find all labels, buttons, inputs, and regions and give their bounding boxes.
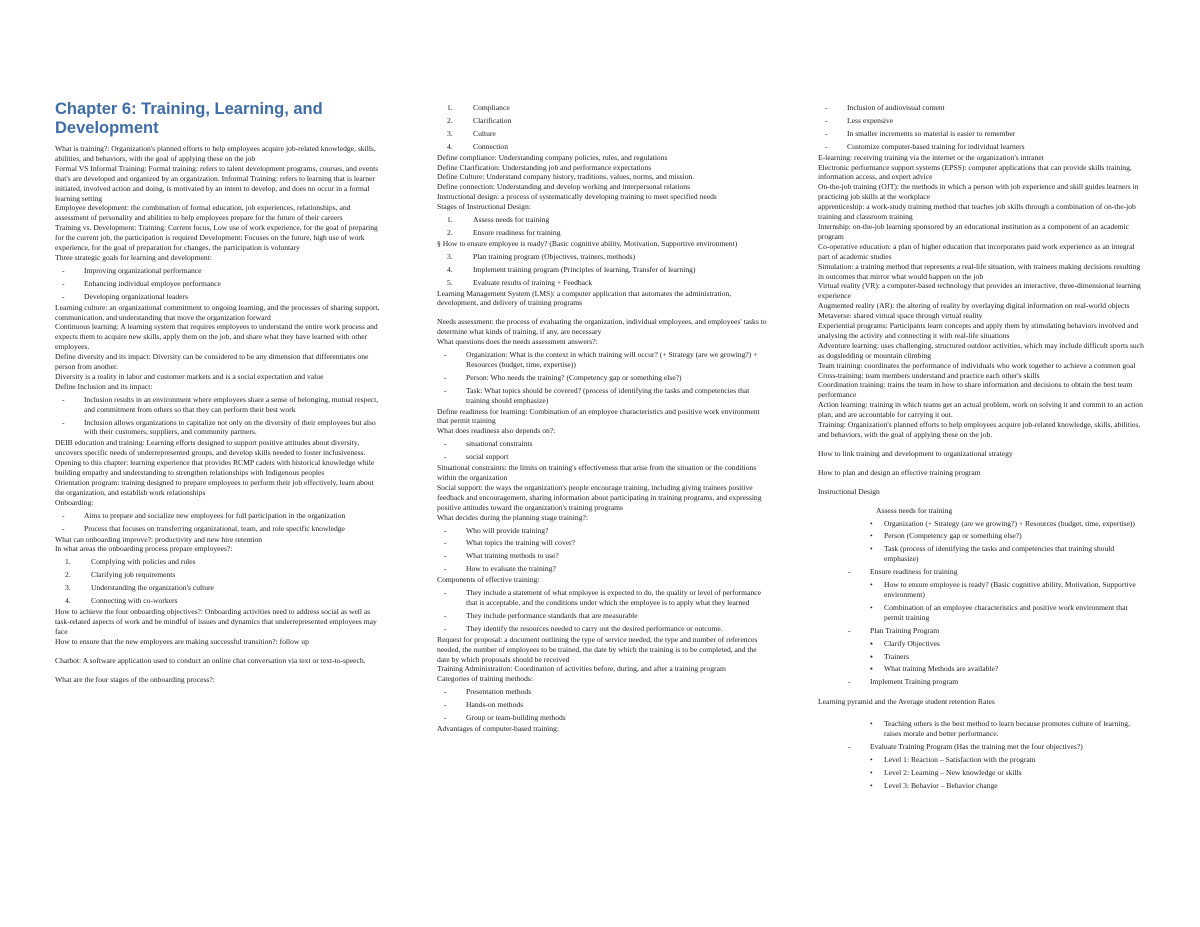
- list-marker: •: [870, 719, 873, 729]
- text-line: Define readiness for learning: Combination of an employee characteristics and positive work environment that permit training: [437, 406, 760, 426]
- list-item: [437, 265, 767, 275]
- list-text: Less expensive: [847, 115, 894, 125]
- list-marker: -: [444, 700, 447, 710]
- list-item: [437, 713, 767, 723]
- list-marker: -: [62, 510, 65, 520]
- list-text: Ensure readiness for training: [473, 227, 561, 237]
- list-item: [55, 524, 380, 534]
- list-text: Ensure readiness for training: [870, 567, 958, 577]
- list-marker: -: [825, 141, 828, 151]
- list-text: They include performance standards that are measurable: [466, 610, 638, 620]
- list-marker: -: [444, 385, 447, 395]
- text-line: Continuous learning: A learning system that requires employees to understand the entire work process and expects them to acquire new skills, apply them on the job, and share what they have learned with other employees.: [55, 322, 378, 352]
- spacer: [818, 497, 1148, 506]
- text-line: Needs assessment: the process of evaluating the organization, individual employees, and employees' tasks to determine what kinds of training, if any, are necessary: [437, 317, 767, 337]
- list-text: Person (Competency gap or something else?): [884, 531, 1022, 541]
- list-item: [437, 215, 767, 225]
- list-text: Complying with policies and rules: [91, 557, 196, 567]
- text-line: Components of effective training:: [437, 575, 540, 585]
- text-line: Co-operative education: a plan of higher education that incorporates paid work experience as an integral part of academic studies: [818, 241, 1135, 261]
- list-marker: •: [870, 544, 873, 554]
- list-marker: 4.: [65, 596, 71, 606]
- text-line: Diversity is a reality in labor and customer markets and is a social expectation and value: [55, 371, 324, 381]
- list-item: [818, 719, 1148, 739]
- text-line: Team training: coordinates the performance of individuals who work together to achieve a common goal: [818, 360, 1136, 370]
- list-item: [55, 395, 380, 415]
- text-line: In what areas the onboarding process prepare employees?:: [55, 544, 233, 554]
- list-marker: -: [848, 625, 851, 635]
- list-marker: ▪: [870, 638, 873, 648]
- text-line: Define Inclusion and its impact:: [55, 381, 153, 391]
- list-text: Implement training program (Principles of learning, Transfer of learning): [473, 264, 696, 274]
- list-text: What topics the training will cover?: [466, 538, 576, 548]
- text-line: Chatbot: A software application used to conduct an online chat conversation via text or text-to-speech.: [55, 655, 366, 665]
- text-line: What does readiness also depends on?:: [437, 426, 556, 436]
- list-text: Enhancing individual employee performance: [84, 278, 221, 288]
- text-line: E-learning: receiving training via the internet or the organization's intranet: [818, 152, 1044, 162]
- list-text: Organization: What is the context in which training will occur? (+ Strategy (are we growing?) + Resources (budget, time, expertise)): [466, 350, 758, 369]
- list-marker: •: [870, 531, 873, 541]
- list-text: Hands-on methods: [466, 700, 524, 710]
- list-text: Culture: [473, 128, 496, 138]
- list-marker: -: [444, 538, 447, 548]
- list-marker: •: [870, 767, 873, 777]
- list-item: [437, 588, 767, 608]
- list-item: [818, 567, 1148, 577]
- list-item: [818, 116, 1148, 126]
- list-text: Level 2: Learning – New knowledge or skills: [884, 767, 1022, 777]
- list-item: [818, 742, 1148, 752]
- list-text: What training Methods are available?: [884, 664, 999, 674]
- list-marker: •: [870, 518, 873, 528]
- text-line: Metaverse: shared virtual space through virtual reality: [818, 311, 983, 321]
- text-line: Augmented reality (AR): the altering of reality by overlaying digital information on real-world objects: [818, 301, 1130, 311]
- spacer: [818, 478, 1148, 487]
- text-line: What decides during the planning stage training?:: [437, 512, 588, 522]
- list-item: [818, 142, 1148, 152]
- column-right: [818, 100, 1148, 792]
- list-item: [818, 677, 1148, 687]
- text-line: What is training?: Organization's planned efforts to help employees acquire job-related knowledge, skills, abilities, and behaviors, with the goal of applying these on the job: [55, 144, 376, 163]
- list-marker: 1.: [447, 215, 453, 225]
- list-marker: •: [870, 780, 873, 790]
- list-marker: -: [825, 128, 828, 138]
- list-marker: -: [444, 713, 447, 723]
- list-marker: •: [870, 754, 873, 764]
- list-marker: -: [444, 439, 447, 449]
- list-item: [437, 103, 767, 113]
- list-text: Person: Who needs the training? (Competency gap or something else?): [466, 372, 682, 382]
- column-left: [55, 100, 380, 684]
- list-marker: ▪: [870, 651, 873, 661]
- list-marker: •: [870, 602, 873, 612]
- list-item: [818, 544, 1148, 564]
- text-line: Learning Management System (LMS): a computer application that automates the administration, development, and delivery of training programs: [437, 288, 732, 308]
- text-line: Three strategic goals for learning and development:: [55, 252, 212, 262]
- list-text: Group or team-building methods: [466, 713, 566, 723]
- list-text: Level 3: Behavior – Behavior change: [884, 780, 998, 790]
- list-marker: ▪: [870, 664, 873, 674]
- list-item: [818, 531, 1148, 541]
- list-marker: -: [444, 350, 447, 360]
- spacer: [55, 666, 380, 675]
- text-line: How to link training and development to organizational strategy: [818, 448, 1013, 458]
- list-text: Inclusion of audiovisual content: [847, 103, 945, 112]
- text-line: Simulation: a training method that represents a real-life situation, with trainees making decisions resulting in outcomes that mirror what would happen on the job: [818, 261, 1141, 281]
- text-line: What questions does the needs assessment answers?:: [437, 337, 598, 347]
- list-marker: -: [444, 564, 447, 574]
- list-item: [818, 755, 1148, 765]
- list-marker: 2.: [447, 227, 453, 237]
- text-line: How to ensure that the new employees are making successful transition?: follow up: [55, 636, 309, 646]
- text-line: Formal VS Informal Training: Formal training: refers to talent development programs, courses, and events that's are developed and organized by an organization. Informal Training: refers to learning that is learner initiated, involved action and doing, is motivated by an intent to develop, and does no occur in a formal learning setting: [55, 163, 379, 203]
- text-line: DEIB education and training: Learning efforts designed to support positive attitudes about diversity, uncovers specific needs of underrepresented groups, and develop skills needed to foster inclusiveness.: [55, 438, 366, 458]
- list-item: [55, 570, 380, 580]
- list-marker: 5.: [447, 277, 453, 287]
- text-line: Internship: on-the-job learning sponsored by an educational institution as a component of an academic program: [818, 221, 1130, 241]
- list-item: [818, 639, 1148, 649]
- text-line: Electronic performance support systems (EPSS): computer applications that can provide skills training, information access, and expert advice: [818, 162, 1132, 182]
- list-item: [818, 768, 1148, 778]
- list-text: Presentation methods: [466, 687, 532, 697]
- text-line: Coordination training: trains the team in how to share information and decisions to obtain the best team performance: [818, 380, 1133, 400]
- spacer: [55, 647, 380, 656]
- text-line: Learning culture: an organizational commitment to ongoing learning, and the processes of sharing support, communication, and understanding that move the organization forward: [55, 302, 380, 322]
- text-line: Define Clarification: Understanding job and performance expectations: [437, 162, 652, 172]
- list-marker: -: [62, 278, 65, 288]
- text-line: Define compliance: Understanding company policies, rules, and regulations: [437, 152, 668, 162]
- list-text: Level 1: Reaction – Satisfaction with the program: [884, 754, 1036, 764]
- list-item: [437, 252, 767, 262]
- list-item: [437, 687, 767, 697]
- list-item: [437, 278, 767, 288]
- list-marker: 3.: [447, 251, 453, 261]
- list-marker: -: [444, 687, 447, 697]
- list-item: [55, 266, 380, 276]
- text-line: Stages of Instructional Design:: [437, 202, 531, 212]
- list-item: [437, 700, 767, 710]
- list-marker: 3.: [65, 583, 71, 593]
- text-line: Opening to this chapter: learning experience that provides RCMP cadets with historical knowledge while building empathy and understanding to strengthen relationships with Indigenous peoples: [55, 458, 375, 478]
- list-text: Combination of an employee characteristics and positive work environment that permit training: [884, 602, 1128, 622]
- list-text: Plan Training Program: [870, 625, 940, 635]
- list-text: Connection: [473, 141, 509, 151]
- indented-line: Assess needs for training: [876, 505, 953, 515]
- list-marker: -: [825, 115, 828, 125]
- list-marker: -: [444, 623, 447, 633]
- list-marker: -: [62, 265, 65, 275]
- list-marker: -: [444, 452, 447, 462]
- list-marker: -: [444, 610, 447, 620]
- spacer: [818, 688, 1148, 697]
- text-line: Instructional Design: [818, 486, 880, 496]
- list-item: [437, 611, 767, 621]
- list-text: Developing organizational leaders: [84, 291, 189, 301]
- list-text: Teaching others is the best method to learn because promotes culture of learning, raises morale and better performance.: [884, 719, 1130, 739]
- text-line: Action learning: training in which teams get an actual problem, work on solving it and commit to an action plan, and are accountable for carrying it out.: [818, 400, 1143, 420]
- text-line: On-the-job training (OJT): the methods in which a person with job experience and skill guides learners in practicing job skills at the workplace: [818, 182, 1139, 202]
- list-text: In smaller increments so material is easier to remember: [847, 128, 1016, 138]
- text-line: Orientation program: training designed to prepare employees to perform their job effectively, learn about the organization, and establish work relationships: [55, 478, 374, 497]
- list-item: [55, 511, 380, 521]
- list-item: [55, 557, 380, 567]
- list-marker: 4.: [447, 264, 453, 274]
- list-marker: -: [62, 417, 65, 427]
- text-line: Adventure learning: uses challenging, structured outdoor activities, which may include difficult sports such as dogsledding or mountain climbing: [818, 340, 1144, 360]
- list-text: Task: What topics should be covered? (process of identifying the tasks and competencies that training should emphasize): [466, 385, 750, 405]
- text-line: Instructional design: a process of systematically developing training to meet specified needs: [437, 192, 717, 202]
- list-text: Understanding the organization's culture: [91, 583, 214, 593]
- list-marker: 1.: [447, 103, 453, 112]
- text-line: Experiential programs: Participants learn concepts and apply them by stimulating behaviors involved and analysing the activity and connecting it with real-life situations: [818, 321, 1139, 340]
- list-item: [818, 519, 1148, 529]
- list-item: [437, 129, 767, 139]
- list-text: Connecting with co-workers: [91, 596, 178, 606]
- list-text: Inclusion results in an environment where employees share a sense of belonging, mutual respect, and commitment from others so that they can perform their best work: [84, 394, 379, 414]
- text-line: What are the four stages of the onboarding process?:: [55, 674, 215, 684]
- list-text: Implement Training program: [870, 677, 959, 687]
- text-line: Social support: the ways the organization's people encourage training, including giving trainees positive feedback and encouragement, sharing information about participating in training programs, and expressing positive attitudes toward the organization's training programs: [437, 482, 762, 512]
- text-line: Define connection: Understanding and develop working and interpersonal relations: [437, 182, 691, 192]
- list-marker: -: [848, 677, 851, 687]
- text-line: Learning pyramid and the Average student retention Rates: [818, 697, 995, 707]
- list-item: [818, 652, 1148, 662]
- text-line: Request for proposal: a document outlining the type of service needed, the type and number of references needed, the number of employees to be trained, the date by which the training is to be completed, and the date by which proposals should be received: [437, 634, 758, 664]
- spacer: [818, 440, 1148, 449]
- list-item: [818, 129, 1148, 139]
- list-marker: 2.: [65, 570, 71, 580]
- list-marker: 4.: [447, 141, 453, 151]
- list-text: What training methods to use?: [466, 551, 559, 561]
- list-text: Clarify Objectives: [884, 638, 940, 648]
- text-line: Categories of training methods:: [437, 674, 533, 684]
- column-middle: [437, 100, 767, 734]
- list-item: [818, 664, 1148, 674]
- text-line: Situational constraints: the limits on training's effectiveness that arise from the situation or the conditions within the organization: [437, 463, 757, 482]
- list-item: [55, 418, 380, 438]
- list-item: [818, 781, 1148, 791]
- list-item: [437, 452, 767, 462]
- list-text: Compliance: [473, 103, 510, 112]
- list-text: Aims to prepare and socialize new employees for full participation in the organization: [84, 510, 346, 520]
- list-text: Trainers: [884, 651, 910, 661]
- text-line: How to achieve the four onboarding objectives?: Onboarding activities need to address social as well as task-related aspects of work and be mindful of issues and dynamics that underrepresented employees may face: [55, 606, 377, 636]
- text-line: Cross-training: team members understand and practice each other's skills: [818, 370, 1040, 380]
- list-marker: -: [62, 523, 65, 533]
- list-marker: -: [825, 103, 828, 112]
- list-item: [437, 116, 767, 126]
- list-marker: 1.: [65, 557, 71, 567]
- list-item: [55, 583, 380, 593]
- list-item: [437, 142, 767, 152]
- text-line: apprenticeship: a work-study training method that teaches job skills through a combination of on-the-job training and classroom training: [818, 202, 1136, 222]
- chapter-heading: Chapter 6: Training, Learning, and Development: [55, 100, 323, 137]
- text-line: Advantages of computer-based training:: [437, 723, 559, 733]
- list-marker: 2.: [447, 115, 453, 125]
- text-line: Training vs. Development: Training: Current focus, Low use of work experience, for the goal of preparing for the current job, the participation is required Development: Focuses on the future, high use of work experience, for the goal of preparation for changes, the participation is voluntary: [55, 223, 378, 253]
- list-text: Inclusion allows organizations to capitalize not only on the diversity of their employees but also with their customers, suppliers, and community partners.: [84, 417, 376, 437]
- list-marker: -: [848, 741, 851, 751]
- list-item: [437, 373, 767, 383]
- list-item: [55, 279, 380, 289]
- spacer: [818, 459, 1148, 468]
- list-item: [437, 350, 767, 370]
- list-text: Task (process of identifying the tasks and competencies that training should emphasize): [884, 544, 1115, 564]
- list-text: They include a statement of what employee is expected to do, the quality or level of performance that is acceptable, and the conditions under which the employee is to apply what they learned: [466, 588, 761, 607]
- list-text: Organization (+ Strategy (are we growing?) + Resources (budget, time, expertise)): [884, 518, 1135, 528]
- list-item: [437, 386, 767, 406]
- text-line: How to plan and design an effective training program: [818, 467, 981, 477]
- list-text: situational constraints: [466, 439, 533, 449]
- list-marker: 3.: [447, 128, 453, 138]
- list-item: [437, 624, 767, 634]
- list-text: Assess needs for training: [473, 215, 550, 225]
- list-item: [437, 439, 767, 449]
- text-line: § How to ensure employee is ready? (Basic cognitive ability, Motivation, Supportive environment): [437, 238, 738, 248]
- list-item: [437, 564, 767, 574]
- list-item: [818, 603, 1148, 623]
- list-text: Evaluate Training Program (Has the training met the four objectives?): [870, 741, 1083, 751]
- list-item: [437, 526, 767, 536]
- text-line: Training Administration: Coordination of activities before, during, and after a training program: [437, 664, 726, 674]
- text-line: Virtual reality (VR): a computer-based technology that provides an interactive, three-dimensional learning experience: [818, 281, 1141, 301]
- list-text: social support: [466, 452, 509, 462]
- list-marker: -: [444, 372, 447, 382]
- list-text: How to ensure employee is ready? (Basic cognitive ability, Motivation, Supportive environment): [884, 580, 1136, 599]
- list-marker: -: [444, 525, 447, 535]
- spacer: [818, 707, 1148, 716]
- list-text: Who will provide training?: [466, 525, 549, 535]
- list-text: Customize computer-based training for individual learners: [847, 141, 1025, 151]
- list-text: They identify the resources needed to carry out the desired performance or outcome.: [466, 623, 723, 633]
- list-item: [437, 551, 767, 561]
- list-marker: -: [848, 567, 851, 577]
- list-item: [437, 538, 767, 548]
- list-text: Clarifying job requirements: [91, 570, 176, 580]
- text-line: What can onboarding improve?: productivity and new hire retention: [55, 534, 263, 544]
- list-item: [818, 580, 1148, 600]
- text-line: Employee development: the combination of formal education, job experiences, relationships, and assessment of personality and abilities to help employees prepare for the future of their careers: [55, 203, 351, 223]
- list-text: Evaluate results of training + Feedback: [473, 277, 593, 287]
- list-marker: -: [444, 551, 447, 561]
- list-text: How to evaluate the training?: [466, 564, 556, 574]
- list-text: Clarification: [473, 115, 512, 125]
- list-item: [818, 103, 1148, 113]
- list-item: [437, 228, 767, 238]
- list-text: Plan training program (Objectives, trainers, methods): [473, 251, 636, 261]
- text-line: Training: Organization's planned efforts to help employees acquire job-related knowledge, skills, abilities, and behaviors, with the goal of applying these on the job.: [818, 420, 1141, 439]
- list-marker: •: [870, 580, 873, 590]
- list-text: Improving organizational performance: [84, 265, 202, 275]
- list-item: [55, 596, 380, 606]
- list-marker: -: [62, 291, 65, 301]
- text-line: Define diversity and its impact: Diversity can be considered to be any dimension that differentiates one person from another.: [55, 352, 369, 372]
- list-item: [818, 626, 1148, 636]
- list-marker: -: [444, 588, 447, 598]
- text-line: Define Culture: Understand company history, traditions, values, norms, and mission.: [437, 172, 695, 182]
- list-item: [55, 292, 380, 302]
- spacer: [437, 308, 767, 317]
- list-marker: -: [62, 394, 65, 404]
- list-text: Process that focuses on transferring organizational, team, and role specific knowledge: [84, 523, 345, 533]
- text-line: Onboarding:: [55, 497, 94, 507]
